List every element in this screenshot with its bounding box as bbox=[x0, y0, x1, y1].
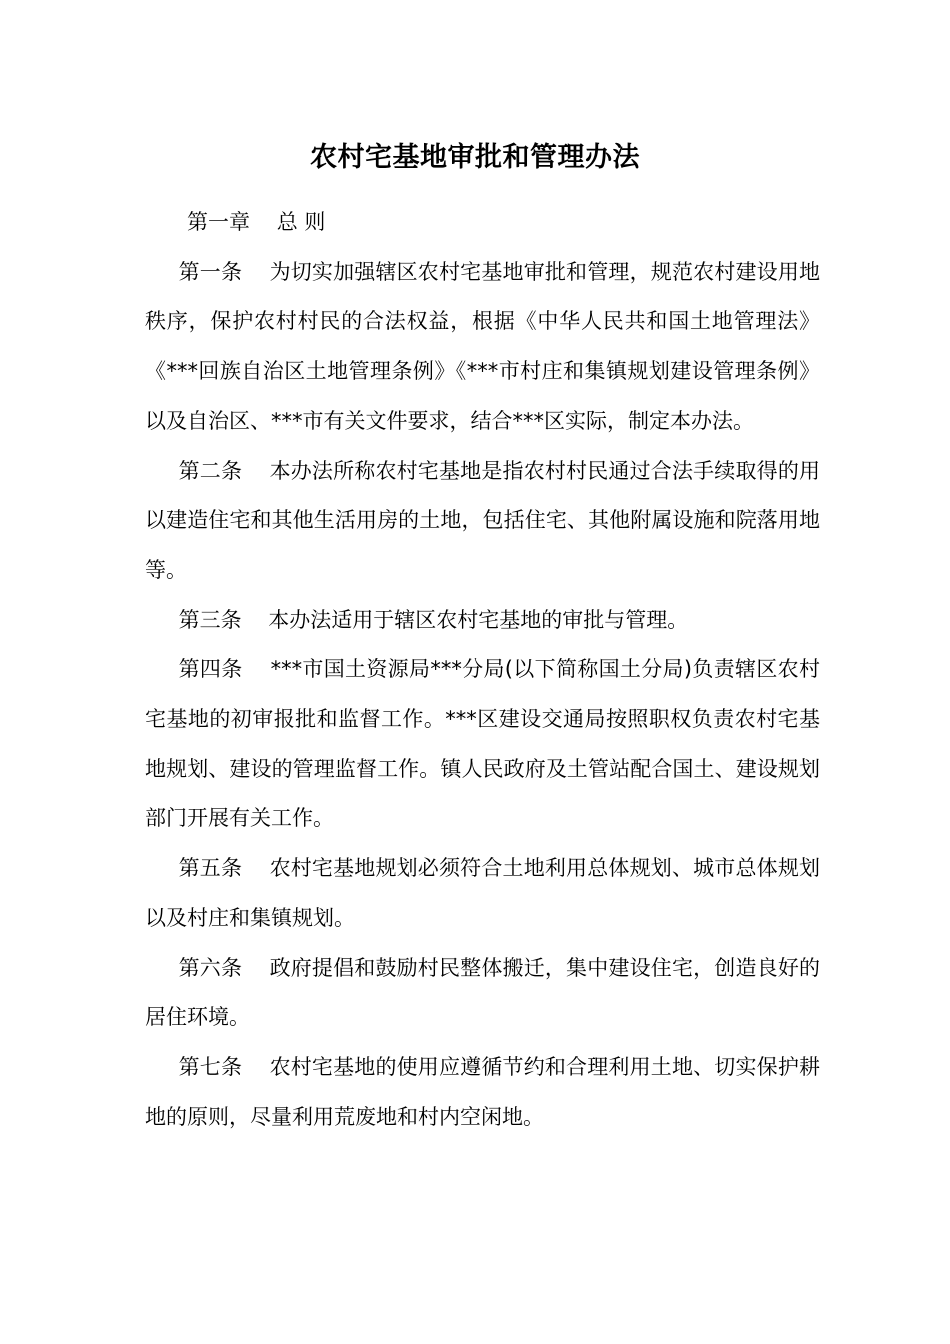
article-label: 第五条 bbox=[178, 856, 243, 881]
article-label: 第三条 bbox=[178, 607, 242, 632]
chapter-heading bbox=[145, 198, 820, 248]
article-text: 本办法所称农村宅基地是指农村村民通过合法手续取得的用以建造住宅和其他生活用房的土地，包括住宅、其他附属设施和院落用地等。 bbox=[145, 458, 821, 582]
article-5 bbox=[145, 844, 820, 943]
chapter-name: 总 则 bbox=[276, 210, 326, 234]
article-text: 农村宅基地规划必须符合土地利用总体规划、城市总体规划以及村庄和集镇规划。 bbox=[145, 856, 821, 930]
document-body bbox=[145, 198, 820, 1142]
document-title: 农村宅基地审批和管理办法 bbox=[310, 142, 640, 173]
article-3 bbox=[145, 596, 820, 646]
article-label: 第七条 bbox=[178, 1054, 243, 1079]
article-text: 农村宅基地的使用应遵循节约和合理利用土地、切实保护耕地的原则，尽量利用荒废地和村内空闲地。 bbox=[145, 1054, 821, 1129]
article-6 bbox=[145, 944, 820, 1043]
article-2 bbox=[145, 447, 820, 596]
article-text: ***市国土资源局***分局(以下简称国土分局)负责辖区农村宅基地的初审报批和监督工作。***区建设交通局按照职权负责农村宅基地规划、建设的管理监督工作。镇人民政府及土管站配合国土、建设规划部门开展有关工作。 bbox=[145, 657, 821, 831]
article-text: 政府提倡和鼓励村民整体搬迁，集中建设住宅，创造良好的居住环境。 bbox=[145, 955, 821, 1030]
article-text: 本办法适用于辖区农村宅基地的审批与管理。 bbox=[268, 607, 689, 632]
article-label: 第一条 bbox=[178, 259, 243, 284]
article-label: 第六条 bbox=[178, 955, 243, 980]
article-text: 为切实加强辖区农村宅基地审批和管理，规范农村建设用地秩序，保护农村村民的合法权益，根据《中华人民共和国土地管理法》《***回族自治区土地管理条例》《***市村庄和集镇规划建设管理条例》以及自治区、***市有关文件要求，结合***区实际，制定本办法。 bbox=[145, 259, 821, 433]
chapter-label: 第一章 bbox=[187, 210, 250, 234]
article-4 bbox=[145, 645, 820, 844]
article-7 bbox=[145, 1043, 820, 1142]
article-1 bbox=[145, 248, 820, 447]
article-label: 第二条 bbox=[178, 458, 243, 483]
article-label: 第四条 bbox=[178, 657, 243, 682]
